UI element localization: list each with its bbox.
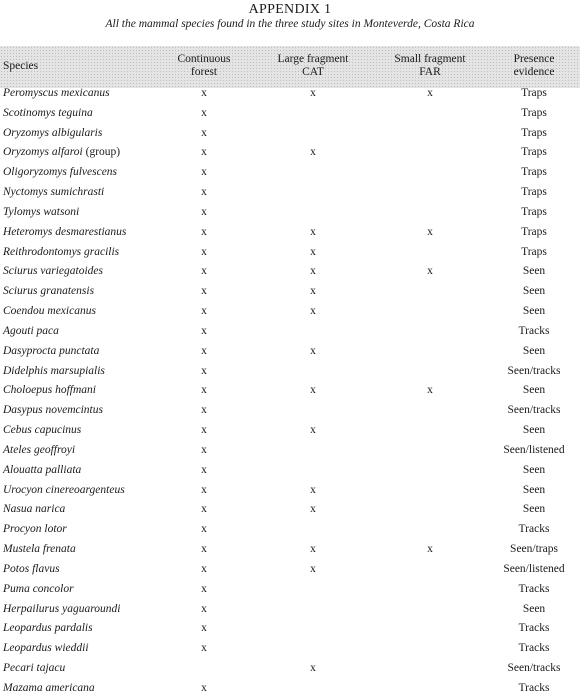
table-row [0, 441, 580, 461]
cell-continuous-forest: x [201, 582, 207, 595]
table-row [0, 639, 580, 659]
cell-continuous-forest: x [201, 543, 207, 556]
table-body [0, 84, 580, 699]
species-name [3, 365, 105, 377]
header-continuous-line1: Continuous [177, 53, 231, 65]
cell-large-fragment: x [310, 146, 316, 159]
species-binomial: Oryzomys alfaroi [3, 146, 83, 159]
cell-continuous-forest: x [201, 225, 207, 238]
cell-presence-evidence: Traps [521, 166, 547, 179]
header-small-line1: Small fragment [394, 53, 466, 65]
species-name [3, 642, 89, 654]
cell-continuous-forest: x [201, 285, 207, 298]
species-binomial: Dasypus novemcintus [3, 404, 103, 417]
species-name [3, 325, 59, 337]
species-note: (group) [85, 146, 121, 159]
species-binomial: Mazama americana [3, 681, 95, 694]
cell-continuous-forest: x [201, 463, 207, 476]
species-name [3, 682, 95, 694]
species-name [3, 563, 60, 575]
table-row [0, 560, 580, 580]
cell-continuous-forest: x [201, 642, 207, 655]
cell-presence-evidence: Traps [521, 87, 547, 99]
species-name [3, 345, 99, 357]
cell-presence-evidence: Tracks [518, 681, 550, 694]
table-row [0, 124, 580, 144]
cell-presence-evidence: Seen/listened [503, 562, 565, 575]
cell-continuous-forest: x [201, 562, 207, 575]
species-name [3, 662, 65, 674]
cell-presence-evidence: Traps [521, 126, 547, 139]
document-subtitle: All the mammal species found in the three study sites in Monteverde, Costa Rica [105, 18, 475, 30]
header-presence-line1: Presence [513, 53, 555, 65]
header-species: Species [3, 60, 39, 72]
species-name [3, 523, 67, 535]
species-binomial: Agouti paca [3, 324, 59, 337]
table-row [0, 322, 580, 342]
header-small-fragment [385, 53, 475, 79]
cell-small-fragment: x [427, 225, 433, 238]
table-row [0, 481, 580, 501]
cell-large-fragment: x [310, 245, 316, 258]
species-name [3, 87, 110, 99]
cell-continuous-forest: x [201, 205, 207, 218]
species-binomial: Choloepus hoffmani [3, 384, 96, 397]
species-binomial: Mustela frenata [3, 543, 76, 556]
species-binomial: Coendou mexicanus [3, 305, 96, 318]
cell-continuous-forest: x [201, 324, 207, 337]
document-title: APPENDIX 1 [248, 2, 332, 17]
species-name [3, 503, 65, 515]
table-row [0, 540, 580, 560]
species-name [3, 305, 96, 317]
cell-continuous-forest: x [201, 404, 207, 417]
species-binomial: Urocyon cinereoargenteus [3, 483, 125, 496]
cell-small-fragment: x [427, 87, 433, 99]
cell-presence-evidence: Seen [522, 602, 546, 615]
table-row [0, 619, 580, 639]
cell-large-fragment: x [310, 285, 316, 298]
cell-continuous-forest: x [201, 186, 207, 199]
cell-presence-evidence: Seen/traps [510, 543, 558, 556]
cell-large-fragment: x [310, 265, 316, 278]
table-row [0, 302, 580, 322]
species-binomial: Oryzomys albigularis [3, 126, 103, 139]
species-name [3, 622, 93, 634]
species-name [3, 603, 120, 615]
species-binomial: Pecari tajacu [3, 662, 66, 675]
cell-large-fragment: x [310, 424, 316, 437]
cell-presence-evidence: Seen [522, 344, 546, 357]
species-name [3, 265, 103, 277]
cell-continuous-forest: x [201, 87, 207, 99]
cell-large-fragment: x [310, 562, 316, 575]
cell-presence-evidence: Seen [522, 424, 546, 437]
species-name [3, 166, 117, 178]
cell-continuous-forest: x [201, 245, 207, 258]
header-small-line2: FAR [419, 66, 441, 78]
cell-small-fragment: x [427, 384, 433, 397]
species-binomial: Dasyprocta punctata [3, 344, 100, 357]
header-presence-line2: evidence [513, 66, 555, 78]
cell-presence-evidence: Traps [521, 205, 547, 218]
cell-large-fragment: x [310, 483, 316, 496]
cell-presence-evidence: Seen [522, 463, 546, 476]
table-row [0, 282, 580, 302]
species-binomial: Peromyscus mexicanus [3, 87, 110, 99]
cell-continuous-forest: x [201, 424, 207, 437]
species-binomial: Ateles geoffroyi [3, 443, 76, 456]
table-row [0, 659, 580, 679]
cell-presence-evidence: Seen [522, 483, 546, 496]
species-binomial: Tylomys watsoni [3, 205, 80, 218]
cell-small-fragment: x [427, 265, 433, 278]
cell-large-fragment: x [310, 225, 316, 238]
cell-presence-evidence: Tracks [518, 642, 550, 655]
species-binomial: Sciurus granatensis [3, 285, 95, 298]
species-binomial: Procyon lotor [3, 523, 67, 536]
cell-presence-evidence: Seen [522, 265, 546, 278]
table-row [0, 679, 580, 699]
cell-presence-evidence: Traps [521, 245, 547, 258]
table-row [0, 421, 580, 441]
cell-continuous-forest: x [201, 364, 207, 377]
species-name [3, 484, 125, 496]
table-row [0, 84, 580, 104]
cell-large-fragment: x [310, 344, 316, 357]
header-large-fragment [268, 53, 358, 79]
cell-presence-evidence: Seen [522, 285, 546, 298]
species-name [3, 127, 102, 139]
species-name [3, 186, 104, 198]
species-name [3, 583, 74, 595]
cell-presence-evidence: Traps [521, 106, 547, 119]
species-binomial: Alouatta palliata [3, 463, 82, 476]
cell-large-fragment: x [310, 384, 316, 397]
cell-continuous-forest: x [201, 622, 207, 635]
cell-continuous-forest: x [201, 344, 207, 357]
species-name [3, 107, 93, 119]
table-row [0, 203, 580, 223]
table-row [0, 262, 580, 282]
cell-large-fragment: x [310, 87, 316, 99]
species-name [3, 246, 119, 258]
species-binomial: Leopardus wieddii [3, 642, 89, 655]
cell-continuous-forest: x [201, 305, 207, 318]
table-row [0, 342, 580, 362]
cell-continuous-forest: x [201, 503, 207, 516]
species-name [3, 285, 94, 297]
species-binomial: Cebus capucinus [3, 424, 82, 437]
species-binomial: Didelphis marsupialis [3, 364, 105, 377]
species-binomial: Nasua narica [3, 503, 66, 516]
cell-continuous-forest: x [201, 126, 207, 139]
header-presence-evidence [495, 53, 573, 79]
species-name [3, 146, 120, 158]
table-row [0, 243, 580, 263]
species-binomial: Oligoryzomys fulvescens [3, 166, 118, 179]
cell-presence-evidence: Traps [521, 146, 547, 159]
cell-presence-evidence: Seen [522, 503, 546, 516]
cell-continuous-forest: x [201, 483, 207, 496]
cell-small-fragment: x [427, 543, 433, 556]
species-name [3, 404, 103, 416]
cell-continuous-forest: x [201, 166, 207, 179]
table-row [0, 580, 580, 600]
table-row [0, 600, 580, 620]
cell-presence-evidence: Seen/tracks [507, 404, 561, 417]
cell-continuous-forest: x [201, 265, 207, 278]
table-row [0, 500, 580, 520]
table-row [0, 183, 580, 203]
species-binomial: Nyctomys sumichrasti [3, 186, 105, 199]
cell-presence-evidence: Seen/tracks [507, 662, 561, 675]
table-row [0, 461, 580, 481]
cell-presence-evidence: Tracks [518, 582, 550, 595]
cell-presence-evidence: Tracks [518, 622, 550, 635]
cell-continuous-forest: x [201, 106, 207, 119]
species-name [3, 424, 81, 436]
species-name [3, 543, 76, 555]
species-binomial: Heteromys desmarestianus [3, 225, 127, 238]
species-name [3, 226, 126, 238]
table-row [0, 104, 580, 124]
header-continuous-forest [165, 53, 243, 79]
table-row [0, 163, 580, 183]
species-binomial: Scotinomys teguina [3, 106, 93, 119]
cell-continuous-forest: x [201, 146, 207, 159]
header-large-line2: CAT [302, 66, 324, 78]
species-binomial: Potos flavus [3, 562, 60, 575]
table-row [0, 143, 580, 163]
cell-large-fragment: x [310, 662, 316, 675]
species-name [3, 206, 79, 218]
species-binomial: Sciurus variegatoides [3, 265, 103, 278]
cell-presence-evidence: Seen [522, 384, 546, 397]
cell-presence-evidence: Tracks [518, 324, 550, 337]
table-row [0, 381, 580, 401]
species-binomial: Leopardus pardalis [3, 622, 93, 635]
species-binomial: Herpailurus yaguaroundi [3, 602, 121, 615]
species-name [3, 384, 96, 396]
cell-presence-evidence: Seen/tracks [507, 364, 561, 377]
species-binomial: Puma concolor [3, 582, 74, 595]
cell-large-fragment: x [310, 543, 316, 556]
species-name [3, 464, 81, 476]
table-row [0, 223, 580, 243]
cell-continuous-forest: x [201, 523, 207, 536]
cell-presence-evidence: Traps [521, 225, 547, 238]
cell-large-fragment: x [310, 305, 316, 318]
cell-presence-evidence: Traps [521, 186, 547, 199]
cell-large-fragment: x [310, 503, 316, 516]
cell-continuous-forest: x [201, 443, 207, 456]
cell-presence-evidence: Tracks [518, 523, 550, 536]
table-row [0, 520, 580, 540]
cell-continuous-forest: x [201, 384, 207, 397]
cell-presence-evidence: Seen [522, 305, 546, 318]
species-binomial: Reithrodontomys gracilis [3, 245, 120, 258]
header-large-line1: Large fragment [277, 53, 349, 65]
table-row [0, 401, 580, 421]
cell-presence-evidence: Seen/listened [503, 443, 565, 456]
cell-continuous-forest: x [201, 681, 207, 694]
header-continuous-line2: forest [190, 66, 218, 78]
table-header [0, 46, 580, 88]
cell-continuous-forest: x [201, 602, 207, 615]
table-row [0, 362, 580, 382]
species-name [3, 444, 75, 456]
